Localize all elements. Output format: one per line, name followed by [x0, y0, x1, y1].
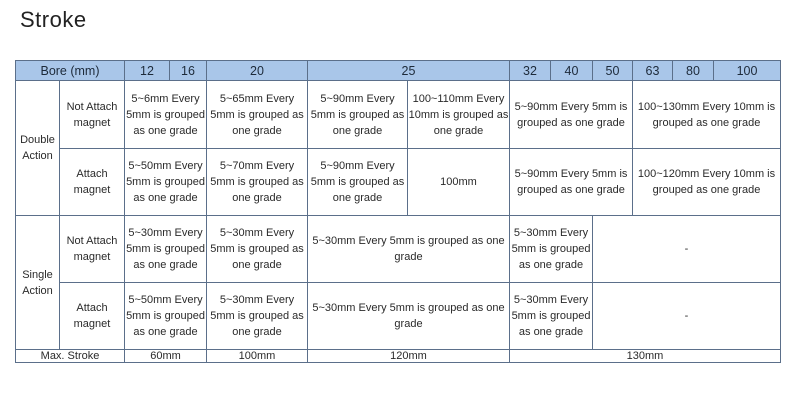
bore-16: 16 [170, 61, 207, 81]
sub-not-attach-magnet: Not Attach magnet [60, 216, 125, 283]
cell-single-attach-25: 5~30mm Every 5mm is grouped as one grade [308, 283, 510, 350]
cell-single-not-32: 5~30mm Every 5mm is grouped as one grade [510, 216, 593, 283]
bore-63: 63 [633, 61, 673, 81]
group-double-action: Double Action [16, 81, 60, 216]
cell-double-attach-20: 5~70mm Every 5mm is grouped as one grade [207, 149, 308, 216]
cell-double-not-32-50: 5~90mm Every 5mm is grouped as one grade [510, 81, 633, 149]
cell-single-attach-rest: - [593, 283, 781, 350]
sub-attach-magnet: Attach magnet [60, 149, 125, 216]
sub-not-attach-magnet: Not Attach magnet [60, 81, 125, 149]
cell-single-attach-32: 5~30mm Every 5mm is grouped as one grade [510, 283, 593, 350]
cell-single-not-20: 5~30mm Every 5mm is grouped as one grade [207, 216, 308, 283]
cell-single-attach-20: 5~30mm Every 5mm is grouped as one grade [207, 283, 308, 350]
cell-double-attach-25b: 100mm [408, 149, 510, 216]
bore-80: 80 [673, 61, 714, 81]
bore-12: 12 [125, 61, 170, 81]
max-stroke-12-16: 60mm [125, 350, 207, 363]
sub-attach-magnet: Attach magnet [60, 283, 125, 350]
table-row [16, 149, 781, 216]
cell-double-attach-12-16: 5~50mm Every 5mm is grouped as one grade [125, 149, 207, 216]
cell-single-attach-12-16: 5~50mm Every 5mm is grouped as one grade [125, 283, 207, 350]
cell-double-not-20: 5~65mm Every 5mm is grouped as one grade [207, 81, 308, 149]
bore-50: 50 [593, 61, 633, 81]
bore-header: Bore (mm) [16, 61, 125, 81]
header-row [16, 61, 781, 81]
bore-20: 20 [207, 61, 308, 81]
table-row [16, 81, 781, 149]
stroke-spec-table [15, 60, 781, 363]
max-stroke-label: Max. Stroke [16, 350, 125, 363]
bore-25: 25 [308, 61, 510, 81]
bore-32: 32 [510, 61, 551, 81]
cell-double-not-25a: 5~90mm Every 5mm is grouped as one grade [308, 81, 408, 149]
max-stroke-32-100: 130mm [510, 350, 781, 363]
cell-single-not-25: 5~30mm Every 5mm is grouped as one grade [308, 216, 510, 283]
cell-double-not-63-100: 100~130mm Every 10mm is grouped as one grade [633, 81, 781, 149]
max-stroke-20: 100mm [207, 350, 308, 363]
bore-100: 100 [714, 61, 781, 81]
cell-single-not-rest: - [593, 216, 781, 283]
cell-double-attach-63-100: 100~120mm Every 10mm is grouped as one grade [633, 149, 781, 216]
group-single-action: Single Action [16, 216, 60, 350]
cell-double-not-25b: 100~110mm Every 10mm is grouped as one grade [408, 81, 510, 149]
page-title: Stroke [20, 7, 87, 32]
cell-double-attach-32-50: 5~90mm Every 5mm is grouped as one grade [510, 149, 633, 216]
cell-double-attach-25a: 5~90mm Every 5mm is grouped as one grade [308, 149, 408, 216]
cell-double-not-12-16: 5~6mm Every 5mm is grouped as one grade [125, 81, 207, 149]
table-row-max-stroke [16, 350, 781, 363]
table-row [16, 216, 781, 283]
table-row [16, 283, 781, 350]
bore-40: 40 [551, 61, 593, 81]
max-stroke-25: 120mm [308, 350, 510, 363]
cell-single-not-12-16: 5~30mm Every 5mm is grouped as one grade [125, 216, 207, 283]
